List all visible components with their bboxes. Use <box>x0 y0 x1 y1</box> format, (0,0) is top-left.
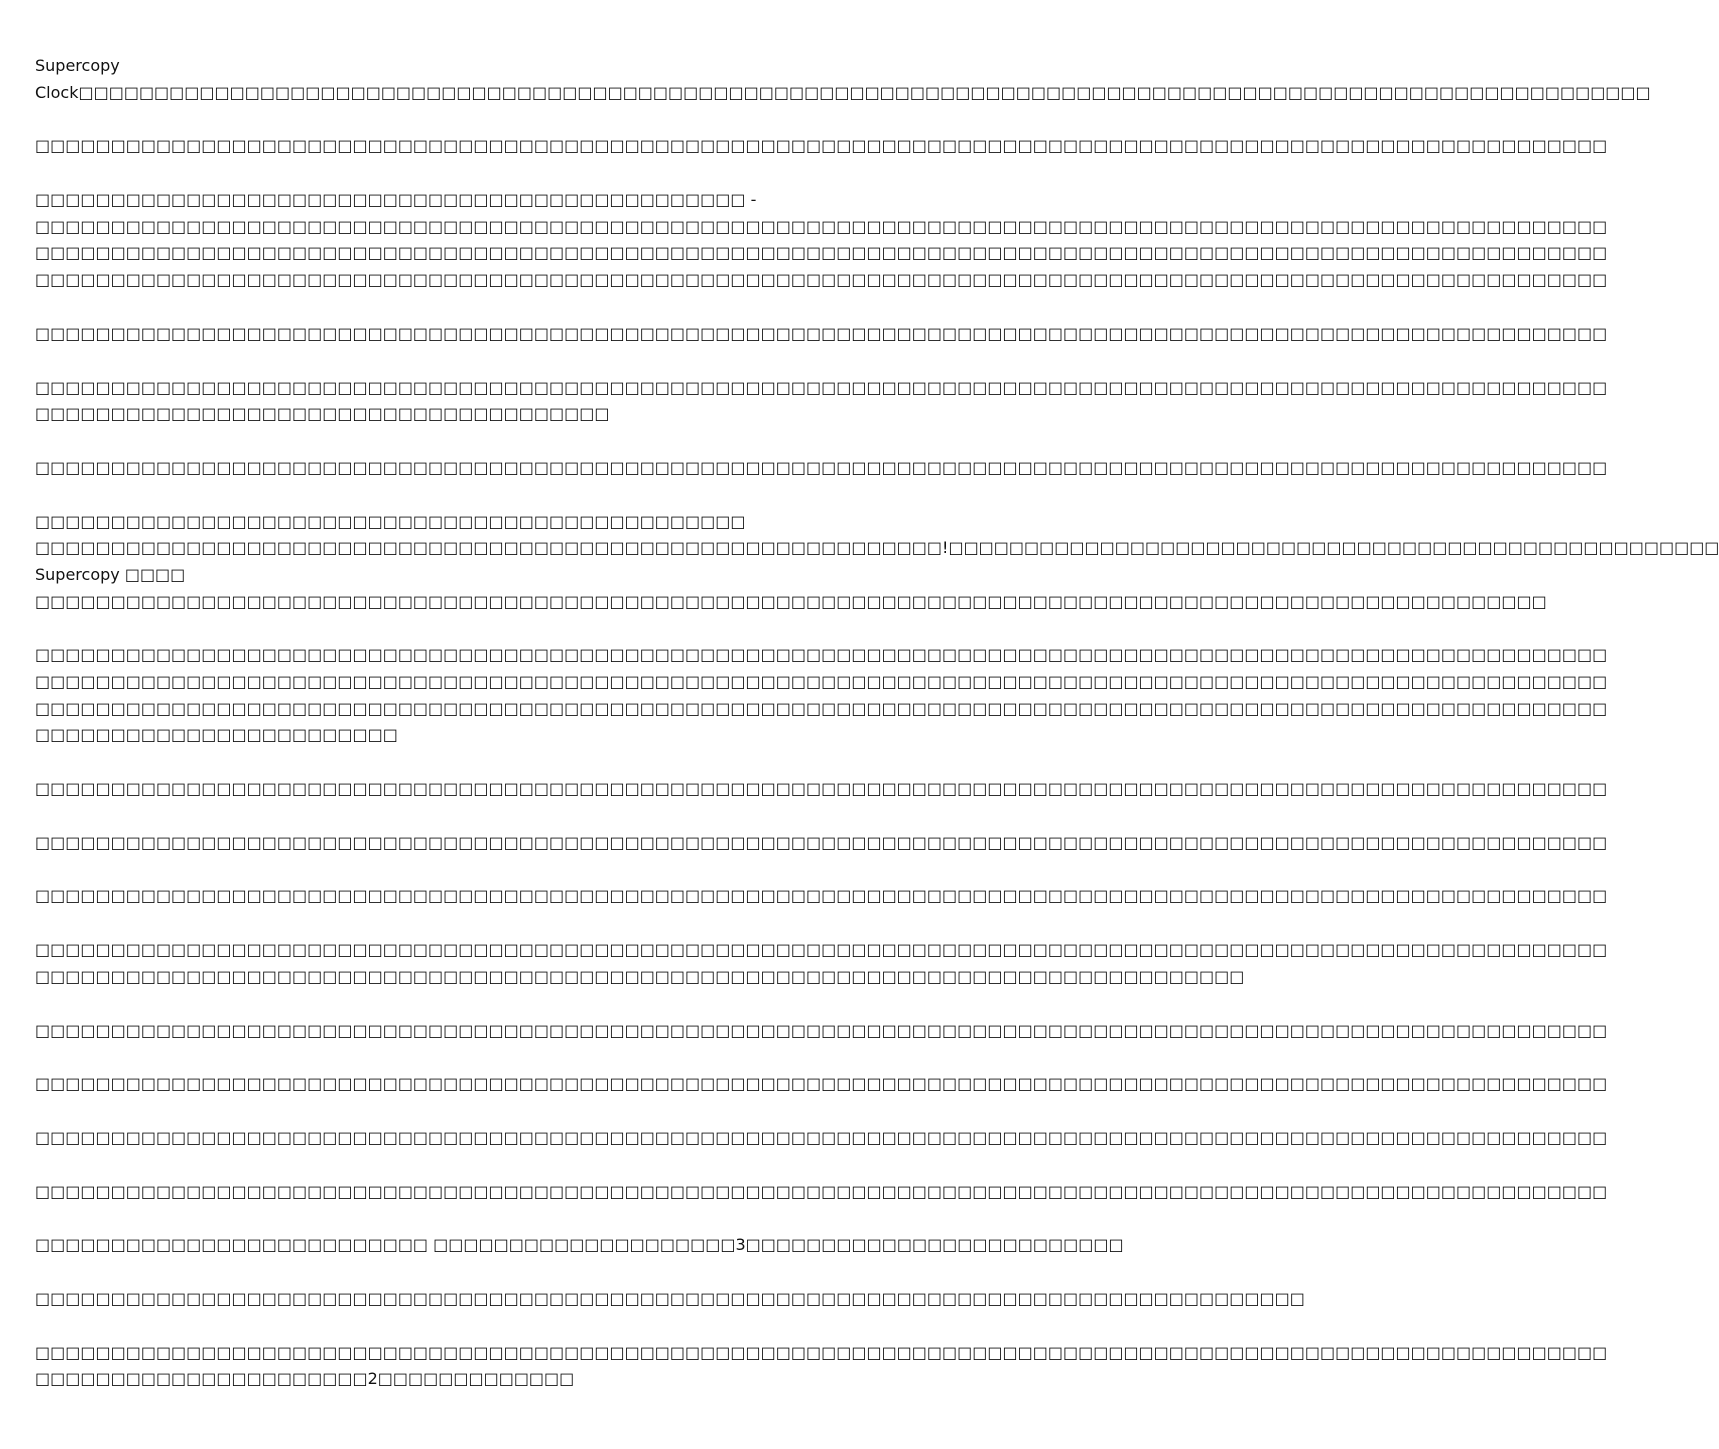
paragraph <box>35 642 1608 749</box>
paragraph <box>35 830 1608 857</box>
text-line: □□□□□□□□□□□□□□□□□□□□□□□□□□□□□□□□□□□□□□□□□□□□□□□□□□□□□□□□□□□□□□□□□□□□□□□□□□□□□□□□□□□□□□□□□□□□□□□□□□□□□□□□ <box>35 243 1608 263</box>
text-line: □□□□□□□□□□□□□□□□□□□□□□□□□□□□□□□□□□□□□□□□□□□□□□□□□□□□□□□□□□□□□□□□□□□□□□□□□□□□□□□□ <box>35 966 1245 986</box>
text-line: □□□□□□□□□□□□□□□□□□□□□□□□□□ □□□□□□□□□□□□□□□□□□□□3□□□□□□□□□□□□□□□□□□□□□□□□□ <box>35 1235 1124 1255</box>
text-line: □□□□□□□□□□□□□□□□□□□□□□□□□□□□□□□□□□□□□□□□□□□□□□□□□□□□□□□□□□□□□□□□□□□□□□□□□□□□□□□□□□□□□□□□□□□□□□□□□□□□□□□□ <box>35 672 1608 691</box>
text-line: □□□□□□□□□□□□□□□□□□□□□□□□□□□□□□□□□□□□□□□□□□□□□□□□□□□□□□□□□□□□□□□□□□□□□□□□□□□□□□□□□□□□□□□□□□□□□□□□□□□□□□□□ <box>35 1342 1608 1362</box>
text-line: □□□□□□□□□□□□□□□□□□□□□□□□□□□□□□□□□□□□□□□□□□□□□□□□□□□□□□□□□□□□□□□□□□□□□□□□□□□□□□□□□□□□□□□□□□□□□□□□□□□□□□□□ <box>35 1020 1608 1040</box>
paragraph <box>35 1286 1305 1313</box>
text-line: □□□□□□□□□□□□□□□□□□□□□□□□□□□□□□□□□□□□□□□□□□□□□□□□□□□□□□□□□□□□□□□□□□□□□□□□□□□□□□□□□□□□□□□□□□□□□□□□□□□□□□□□ <box>35 832 1608 852</box>
text-line: □□□□□□□□□□□□□□□□□□□□□□□□□□□□□□□□□□□□□□□□□□□□□□□□□□□□□□□□□□□□□□□□□□□□□□□□□□□□□□□□□□□□□□□□□□□□□□□□□□□□ <box>35 591 1547 611</box>
paragraph <box>35 776 1608 803</box>
text-line: □□□□□□□□□□□□□□□□□□□□□□□□ <box>35 725 398 745</box>
paragraph <box>35 187 1608 294</box>
text-line: □□□□□□□□□□□□□□□□□□□□□□□□□□□□□□□□□□□□□□□□□□□□□□□□□□□□□□□□□□□□□□□□□□□□□□□□□□□□□□□□□□□□□□□□□□□□□□□□□□□□□□□□ <box>35 698 1608 718</box>
text-line: □□□□□□□□□□□□□□□□□□□□□□□□□□□□□□□□□□□□□□□□□□□□□□□□□□□□□□□□□□□□□□□□□□□□□□□□□□□□□□□□□□□□□□□□□□□□□□□□□□□□□□□□ <box>35 940 1608 960</box>
paragraph <box>35 321 1608 348</box>
paragraph <box>35 509 1719 616</box>
text-line: □□□□□□□□□□□□□□□□□□□□□□□□□□□□□□□□□□□□□□□□□□□□□□□□□□□□□□□□□□□□□□□□□□□□□□□□□□□□□□□□□□□□□□□□□□□□□□□□□□□□□□□□ <box>35 457 1608 477</box>
paragraph <box>35 937 1608 990</box>
text-line: □□□□□□□□□□□□□□□□□□□□□□2□□□□□□□□□□□□□ <box>35 1369 575 1389</box>
text-line: □□□□□□□□□□□□□□□□□□□□□□□□□□□□□□□□□□□□□□□□□□□□□□□□□□□□□□□□□□□□□□□□□□□□□□□□□□□□□□□□□□□□□□□□□□□□□□□□□□□□□□□□ <box>35 136 1608 156</box>
text-line: □□□□□□□□□□□□□□□□□□□□□□□□□□□□□□□□□□□□□□□□□□□□□□□□□□□□□□□□□□□□□□□□□□□□□□□□□□□□□□□□□□□□ <box>35 1288 1305 1308</box>
text-line: □□□□□□□□□□□□□□□□□□□□□□□□□□□□□□□□□□□□□□□□□□□□□□□□□□□□□□□□□□□□□□□□□□□□□□□□□□□□□□□□□□□□□□□□□□□□□□□□□□□□□□□□ <box>35 323 1608 343</box>
text-line: □□□□□□□□□□□□□□□□□□□□□□□□□□□□□□□□□□□□□□□□□□□□□□□□□□□□□□□□□□□□□□□□□□□□□□□□□□□□□□□□□□□□□□□□□□□□□□□□□□□□□□□□ <box>35 216 1608 236</box>
paragraph <box>35 883 1608 910</box>
paragraph <box>35 455 1608 482</box>
paragraph <box>35 375 1608 428</box>
text-line: Supercopy <box>35 56 120 75</box>
paragraph <box>35 1179 1608 1206</box>
paragraph <box>35 133 1608 160</box>
paragraph <box>35 1125 1608 1152</box>
text-line: □□□□□□□□□□□□□□□□□□□□□□□□□□□□□□□□□□□□□□□□□□□□□□□ - <box>35 190 757 210</box>
paragraph <box>35 53 1651 106</box>
paragraph <box>35 1340 1608 1393</box>
text-line: □□□□□□□□□□□□□□□□□□□□□□□□□□□□□□□□□□□□□□□□□□□□□□□□□□□□□□□□□□□□□□□□□□□□□□□□□□□□□□□□□□□□□□□□□□□□□□□□□□□□□□□□ <box>35 886 1608 906</box>
text-line: □□□□□□□□□□□□□□□□□□□□□□□□□□□□□□□□□□□□□□□□□□□□□□□□□□□□□□□□□□□□!□□□□□□□□□□□□□□□□□□□□□□□□□□□□□□□□□□□□□□□□□□□□□□□□□□□ <box>35 538 1719 558</box>
text-line: □□□□□□□□□□□□□□□□□□□□□□□□□□□□□□□□□□□□□□□□□□□□□□□□□□□□□□□□□□□□□□□□□□□□□□□□□□□□□□□□□□□□□□□□□□□□□□□□□□□□□□□□ <box>35 645 1608 665</box>
document-body <box>35 53 1719 1420</box>
paragraph <box>35 1071 1608 1098</box>
text-line: Supercopy □□□□ <box>35 564 186 584</box>
text-line: □□□□□□□□□□□□□□□□□□□□□□□□□□□□□□□□□□□□□□□□□□□□□□□□□□□□□□□□□□□□□□□□□□□□□□□□□□□□□□□□□□□□□□□□□□□□□□□□□□□□□□□□ <box>35 779 1608 799</box>
text-line: □□□□□□□□□□□□□□□□□□□□□□□□□□□□□□□□□□□□□□ <box>35 404 610 424</box>
text-line: □□□□□□□□□□□□□□□□□□□□□□□□□□□□□□□□□□□□□□□□□□□□□□□□□□□□□□□□□□□□□□□□□□□□□□□□□□□□□□□□□□□□□□□□□□□□□□□□□□□□□□□□ <box>35 377 1608 397</box>
text-line: Clock□□□□□□□□□□□□□□□□□□□□□□□□□□□□□□□□□□□□□□□□□□□□□□□□□□□□□□□□□□□□□□□□□□□□□□□□□□□□□□□□□□□□□□□□□□□□□□□□□□□□□□□□ <box>35 82 1651 102</box>
text-line: □□□□□□□□□□□□□□□□□□□□□□□□□□□□□□□□□□□□□□□□□□□□□□□□□□□□□□□□□□□□□□□□□□□□□□□□□□□□□□□□□□□□□□□□□□□□□□□□□□□□□□□□ <box>35 1074 1608 1094</box>
text-line: □□□□□□□□□□□□□□□□□□□□□□□□□□□□□□□□□□□□□□□□□□□□□□□ <box>35 511 746 531</box>
text-line: □□□□□□□□□□□□□□□□□□□□□□□□□□□□□□□□□□□□□□□□□□□□□□□□□□□□□□□□□□□□□□□□□□□□□□□□□□□□□□□□□□□□□□□□□□□□□□□□□□□□□□□□ <box>35 270 1608 290</box>
text-line: □□□□□□□□□□□□□□□□□□□□□□□□□□□□□□□□□□□□□□□□□□□□□□□□□□□□□□□□□□□□□□□□□□□□□□□□□□□□□□□□□□□□□□□□□□□□□□□□□□□□□□□□ <box>35 1181 1608 1201</box>
text-line: □□□□□□□□□□□□□□□□□□□□□□□□□□□□□□□□□□□□□□□□□□□□□□□□□□□□□□□□□□□□□□□□□□□□□□□□□□□□□□□□□□□□□□□□□□□□□□□□□□□□□□□□ <box>35 1127 1608 1147</box>
paragraph <box>35 1018 1608 1045</box>
paragraph <box>35 1232 1124 1259</box>
